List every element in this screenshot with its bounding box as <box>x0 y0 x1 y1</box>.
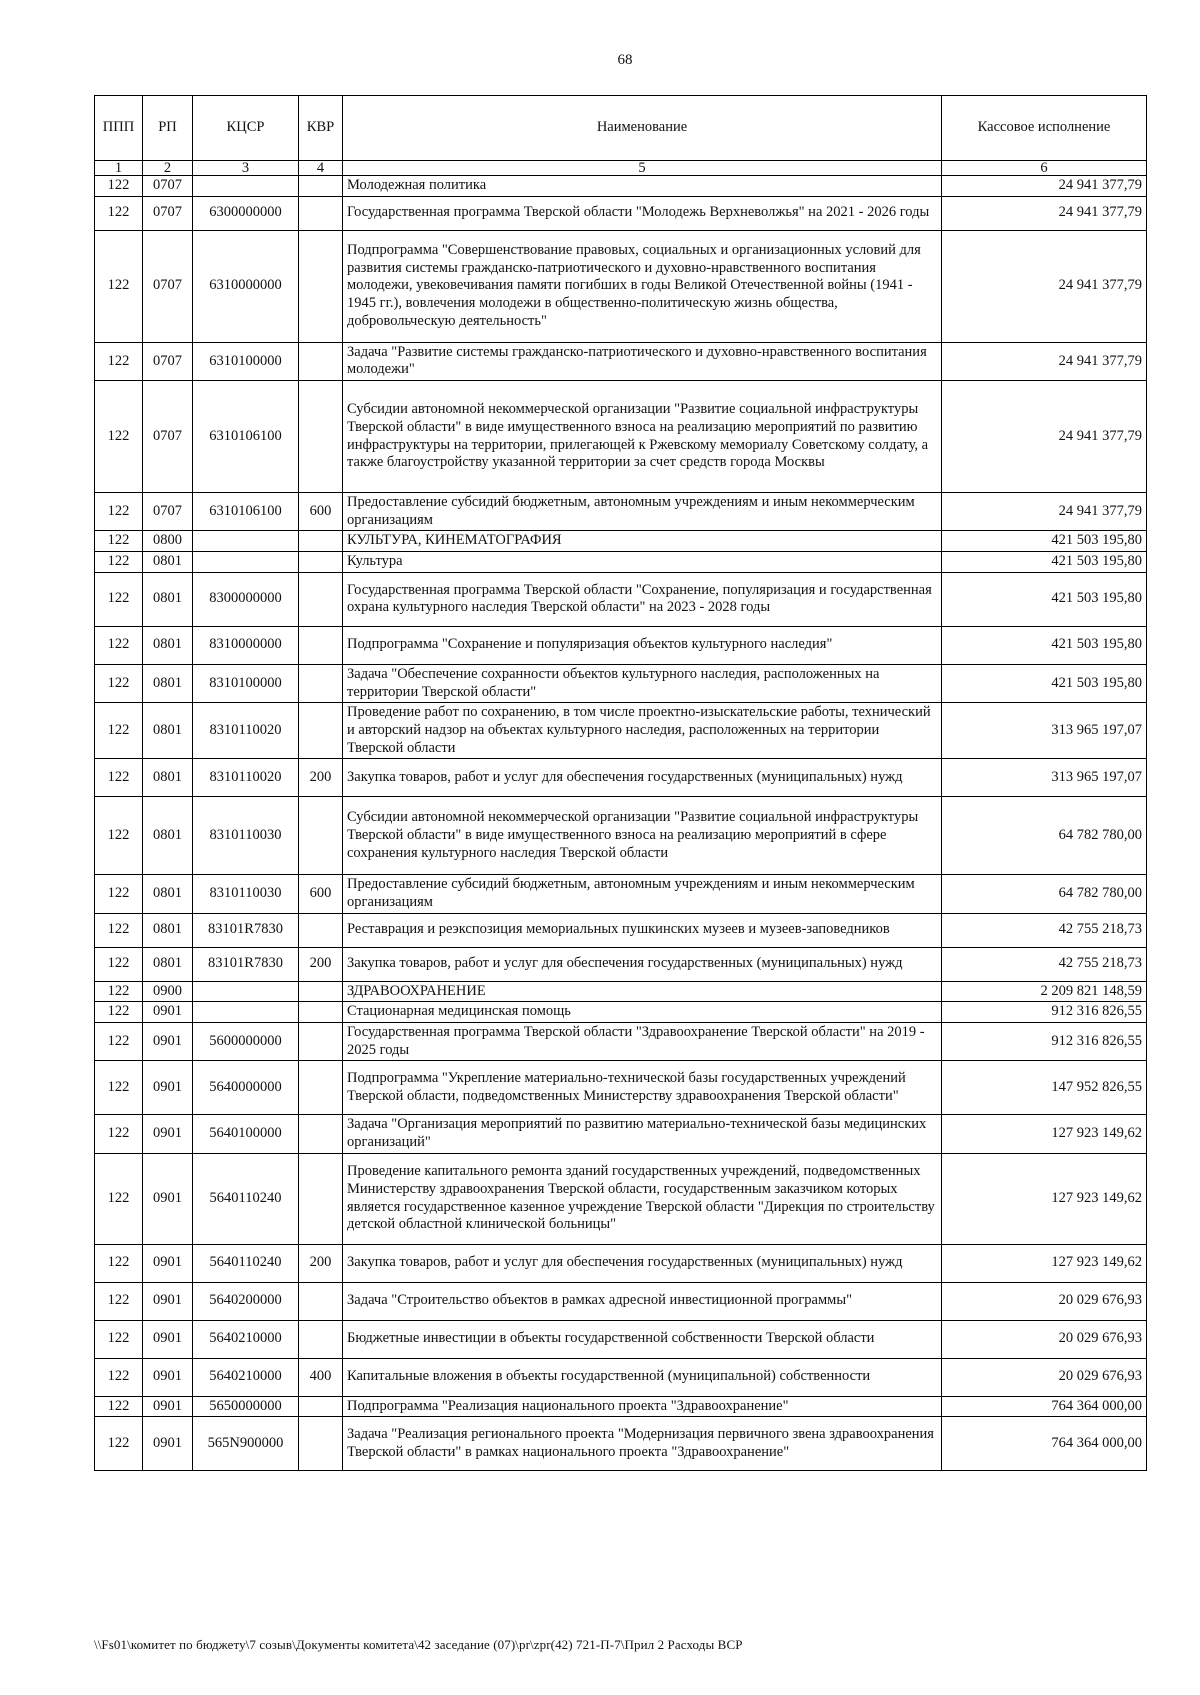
kcsr-cell: 5640200000 <box>193 1282 299 1320</box>
amount-cell: 24 941 377,79 <box>942 381 1147 493</box>
rp-cell: 0801 <box>143 759 193 797</box>
amount-cell: 20 029 676,93 <box>942 1282 1147 1320</box>
amount-cell: 24 941 377,79 <box>942 493 1147 531</box>
kvr-cell <box>299 176 343 197</box>
name-cell: Закупка товаров, работ и услуг для обеспечения государственных (муниципальных) нужд <box>343 1244 942 1282</box>
table-row <box>95 1115 1147 1153</box>
table-row <box>95 572 1147 626</box>
rp-cell: 0901 <box>143 1320 193 1358</box>
kcsr-cell: 8310110020 <box>193 759 299 797</box>
rp-cell: 0801 <box>143 875 193 913</box>
table-row <box>95 493 1147 531</box>
kcsr-cell: 6310100000 <box>193 342 299 380</box>
table-row <box>95 342 1147 380</box>
kcsr-cell: 5640110240 <box>193 1244 299 1282</box>
ppp-cell: 122 <box>95 1417 143 1471</box>
kcsr-cell: 8310110020 <box>193 703 299 759</box>
column-header-kvr: КВР <box>299 96 343 161</box>
kvr-cell <box>299 1153 343 1244</box>
name-cell: Государственная программа Тверской области "Молодежь Верхневолжья" на 2021 - 2026 годы <box>343 196 942 230</box>
amount-cell: 912 316 826,55 <box>942 1023 1147 1061</box>
amount-cell: 313 965 197,07 <box>942 703 1147 759</box>
amount-cell: 24 941 377,79 <box>942 176 1147 197</box>
table-row <box>95 703 1147 759</box>
ppp-cell: 122 <box>95 664 143 702</box>
rp-cell: 0801 <box>143 947 193 981</box>
ppp-cell: 122 <box>95 196 143 230</box>
table-row <box>95 875 1147 913</box>
column-number: 1 <box>95 161 143 176</box>
rp-cell: 0707 <box>143 342 193 380</box>
kcsr-cell <box>193 176 299 197</box>
rp-cell: 0801 <box>143 913 193 947</box>
amount-cell: 127 923 149,62 <box>942 1153 1147 1244</box>
name-cell: Молодежная политика <box>343 176 942 197</box>
amount-cell: 764 364 000,00 <box>942 1396 1147 1417</box>
rp-cell: 0801 <box>143 552 193 573</box>
table-row <box>95 1061 1147 1115</box>
kvr-cell: 600 <box>299 875 343 913</box>
rp-cell: 0707 <box>143 196 193 230</box>
kvr-cell <box>299 572 343 626</box>
kcsr-cell: 5640000000 <box>193 1061 299 1115</box>
kvr-cell <box>299 381 343 493</box>
rp-cell: 0901 <box>143 1244 193 1282</box>
amount-cell: 147 952 826,55 <box>942 1061 1147 1115</box>
table-body <box>95 176 1147 1471</box>
kvr-cell <box>299 196 343 230</box>
column-number: 3 <box>193 161 299 176</box>
kcsr-cell: 6300000000 <box>193 196 299 230</box>
amount-cell: 64 782 780,00 <box>942 797 1147 875</box>
amount-cell: 2 209 821 148,59 <box>942 981 1147 1002</box>
ppp-cell: 122 <box>95 552 143 573</box>
ppp-cell: 122 <box>95 1153 143 1244</box>
name-cell: Субсидии автономной некоммерческой организации "Развитие социальной инфраструктуры Тверской области" в виде имущественного взноса на реализацию мероприятий по развитию инфраструктуры на территории, прилегающей к Ржевскому мемориалу Советскому солдату, а также благоустройству указанной территории за счет средств города Москвы <box>343 381 942 493</box>
kcsr-cell: 5600000000 <box>193 1023 299 1061</box>
amount-cell: 421 503 195,80 <box>942 626 1147 664</box>
column-number: 5 <box>343 161 942 176</box>
ppp-cell: 122 <box>95 1061 143 1115</box>
name-cell: Подпрограмма "Реализация национального проекта "Здравоохранение" <box>343 1396 942 1417</box>
rp-cell: 0901 <box>143 1358 193 1396</box>
amount-cell: 313 965 197,07 <box>942 759 1147 797</box>
ppp-cell: 122 <box>95 1244 143 1282</box>
kvr-cell <box>299 797 343 875</box>
kcsr-cell: 5640210000 <box>193 1358 299 1396</box>
amount-cell: 20 029 676,93 <box>942 1358 1147 1396</box>
name-cell: Задача "Организация мероприятий по развитию материально-технической базы медицинских организаций" <box>343 1115 942 1153</box>
amount-cell: 64 782 780,00 <box>942 875 1147 913</box>
name-cell: Субсидии автономной некоммерческой организации "Развитие социальной инфраструктуры Тверской области" в виде имущественного взноса на реализацию мероприятий в сфере сохранения культурного наследия Тверской области <box>343 797 942 875</box>
kvr-cell <box>299 981 343 1002</box>
ppp-cell: 122 <box>95 1282 143 1320</box>
expenditure-table <box>94 95 1147 1471</box>
table-row <box>95 1244 1147 1282</box>
ppp-cell: 122 <box>95 875 143 913</box>
name-cell: ЗДРАВООХРАНЕНИЕ <box>343 981 942 1002</box>
name-cell: Культура <box>343 552 942 573</box>
name-cell: Проведение работ по сохранению, в том числе проектно-изыскательские работы, технический и авторский надзор на объектах культурного наследия, расположенных на территории Тверской области <box>343 703 942 759</box>
kcsr-cell: 5640100000 <box>193 1115 299 1153</box>
kvr-cell <box>299 913 343 947</box>
kvr-cell: 200 <box>299 759 343 797</box>
kcsr-cell: 6310106100 <box>193 381 299 493</box>
rp-cell: 0801 <box>143 572 193 626</box>
table-row <box>95 1396 1147 1417</box>
table-row <box>95 759 1147 797</box>
table-row <box>95 176 1147 197</box>
rp-cell: 0901 <box>143 1396 193 1417</box>
table-row <box>95 552 1147 573</box>
page-number: 68 <box>617 52 633 68</box>
rp-cell: 0901 <box>143 1282 193 1320</box>
amount-cell: 421 503 195,80 <box>942 552 1147 573</box>
kvr-cell <box>299 1320 343 1358</box>
kcsr-cell <box>193 531 299 552</box>
name-cell: Бюджетные инвестиции в объекты государственной собственности Тверской области <box>343 1320 942 1358</box>
amount-cell: 42 755 218,73 <box>942 913 1147 947</box>
column-header-ppp: ППП <box>95 96 143 161</box>
name-cell: Закупка товаров, работ и услуг для обеспечения государственных (муниципальных) нужд <box>343 759 942 797</box>
table-row <box>95 230 1147 342</box>
rp-cell: 0801 <box>143 664 193 702</box>
table-row <box>95 947 1147 981</box>
table-row <box>95 1023 1147 1061</box>
kcsr-cell: 8300000000 <box>193 572 299 626</box>
rp-cell: 0901 <box>143 1002 193 1023</box>
kcsr-cell: 5650000000 <box>193 1396 299 1417</box>
amount-cell: 20 029 676,93 <box>942 1320 1147 1358</box>
amount-cell: 42 755 218,73 <box>942 947 1147 981</box>
name-cell: Капитальные вложения в объекты государственной (муниципальной) собственности <box>343 1358 942 1396</box>
kcsr-cell: 8310100000 <box>193 664 299 702</box>
kcsr-cell: 6310000000 <box>193 230 299 342</box>
ppp-cell: 122 <box>95 230 143 342</box>
rp-cell: 0707 <box>143 176 193 197</box>
amount-cell: 24 941 377,79 <box>942 342 1147 380</box>
column-number-row <box>95 161 1147 176</box>
kcsr-cell: 83101R7830 <box>193 913 299 947</box>
kcsr-cell: 8310110030 <box>193 797 299 875</box>
table-row <box>95 531 1147 552</box>
rp-cell: 0707 <box>143 493 193 531</box>
table-row <box>95 381 1147 493</box>
amount-cell: 127 923 149,62 <box>942 1244 1147 1282</box>
footer-file-path: \\Fs01\комитет по бюджету\7 созыв\Документы комитета\42 заседание (07)\pr\zpr(42) 721-П-7\Прил 2 Расходы ВСР <box>94 1637 743 1652</box>
rp-cell: 0901 <box>143 1115 193 1153</box>
ppp-cell: 122 <box>95 703 143 759</box>
column-number: 2 <box>143 161 193 176</box>
column-header-kcsr: КЦСР <box>193 96 299 161</box>
rp-cell: 0801 <box>143 626 193 664</box>
kcsr-cell: 5640210000 <box>193 1320 299 1358</box>
amount-cell: 764 364 000,00 <box>942 1417 1147 1471</box>
kvr-cell <box>299 1023 343 1061</box>
kcsr-cell <box>193 552 299 573</box>
ppp-cell: 122 <box>95 1115 143 1153</box>
ppp-cell: 122 <box>95 381 143 493</box>
ppp-cell: 122 <box>95 342 143 380</box>
table-row <box>95 1153 1147 1244</box>
rp-cell: 0901 <box>143 1153 193 1244</box>
amount-cell: 24 941 377,79 <box>942 230 1147 342</box>
amount-cell: 912 316 826,55 <box>942 1002 1147 1023</box>
name-cell: Подпрограмма "Совершенствование правовых, социальных и организационных условий для развития системы гражданско-патриотического и духовно-нравственного воспитания молодежи, увековечивания памяти погибших в годы Великой Отечественной войны (1941 - 1945 гг.), вовлечения молодежи в общественно-политическую жизнь общества, добровольческую деятельность" <box>343 230 942 342</box>
column-number: 4 <box>299 161 343 176</box>
name-cell: Проведение капитального ремонта зданий государственных учреждений, подведомственных Министерству здравоохранения Тверской области, государственным заказчиком которых является государственное казенное учреждение Тверской области "Дирекция по строительству детской областной клинической больницы" <box>343 1153 942 1244</box>
ppp-cell: 122 <box>95 531 143 552</box>
kvr-cell <box>299 552 343 573</box>
name-cell: Задача "Развитие системы гражданско-патриотического и духовно-нравственного воспитания молодежи" <box>343 342 942 380</box>
table-row <box>95 196 1147 230</box>
kcsr-cell: 83101R7830 <box>193 947 299 981</box>
ppp-cell: 122 <box>95 1396 143 1417</box>
rp-cell: 0900 <box>143 981 193 1002</box>
column-header-amount: Кассовое исполнение <box>942 96 1147 161</box>
rp-cell: 0901 <box>143 1417 193 1471</box>
table-row <box>95 1320 1147 1358</box>
table-row <box>95 1282 1147 1320</box>
name-cell: Стационарная медицинская помощь <box>343 1002 942 1023</box>
kvr-cell: 200 <box>299 1244 343 1282</box>
name-cell: Предоставление субсидий бюджетным, автономным учреждениям и иным некоммерческим организациям <box>343 875 942 913</box>
column-header-rp: РП <box>143 96 193 161</box>
kvr-cell <box>299 531 343 552</box>
column-number: 6 <box>942 161 1147 176</box>
kvr-cell <box>299 626 343 664</box>
table-row <box>95 1417 1147 1471</box>
rp-cell: 0707 <box>143 230 193 342</box>
ppp-cell: 122 <box>95 913 143 947</box>
kvr-cell <box>299 703 343 759</box>
kcsr-cell: 6310106100 <box>193 493 299 531</box>
amount-cell: 421 503 195,80 <box>942 664 1147 702</box>
amount-cell: 127 923 149,62 <box>942 1115 1147 1153</box>
rp-cell: 0707 <box>143 381 193 493</box>
kvr-cell <box>299 1061 343 1115</box>
rp-cell: 0800 <box>143 531 193 552</box>
ppp-cell: 122 <box>95 626 143 664</box>
table-row <box>95 1002 1147 1023</box>
amount-cell: 421 503 195,80 <box>942 531 1147 552</box>
ppp-cell: 122 <box>95 1002 143 1023</box>
name-cell: Закупка товаров, работ и услуг для обеспечения государственных (муниципальных) нужд <box>343 947 942 981</box>
name-cell: Реставрация и реэкспозиция мемориальных пушкинских музеев и музеев-заповедников <box>343 913 942 947</box>
name-cell: Подпрограмма "Сохранение и популяризация объектов культурного наследия" <box>343 626 942 664</box>
ppp-cell: 122 <box>95 493 143 531</box>
kcsr-cell: 8310110030 <box>193 875 299 913</box>
rp-cell: 0801 <box>143 797 193 875</box>
kvr-cell <box>299 1282 343 1320</box>
name-cell: Задача "Строительство объектов в рамках адресной инвестиционной программы" <box>343 1282 942 1320</box>
name-cell: КУЛЬТУРА, КИНЕМАТОГРАФИЯ <box>343 531 942 552</box>
name-cell: Государственная программа Тверской области "Сохранение, популяризация и государственная охрана культурного наследия Тверской области" на 2023 - 2028 годы <box>343 572 942 626</box>
rp-cell: 0901 <box>143 1023 193 1061</box>
kvr-cell: 400 <box>299 1358 343 1396</box>
ppp-cell: 122 <box>95 981 143 1002</box>
table-row <box>95 797 1147 875</box>
ppp-cell: 122 <box>95 797 143 875</box>
name-cell: Государственная программа Тверской области "Здравоохранение Тверской области" на 2019 - 2025 годы <box>343 1023 942 1061</box>
ppp-cell: 122 <box>95 176 143 197</box>
table-header-row <box>95 96 1147 161</box>
table-row <box>95 981 1147 1002</box>
kcsr-cell: 5640110240 <box>193 1153 299 1244</box>
kvr-cell <box>299 1417 343 1471</box>
ppp-cell: 122 <box>95 1358 143 1396</box>
kvr-cell <box>299 1115 343 1153</box>
kvr-cell <box>299 342 343 380</box>
ppp-cell: 122 <box>95 759 143 797</box>
kvr-cell: 600 <box>299 493 343 531</box>
name-cell: Задача "Реализация регионального проекта "Модернизация первичного звена здравоохранения Тверской области" в рамках национального проекта "Здравоохранение" <box>343 1417 942 1471</box>
name-cell: Предоставление субсидий бюджетным, автономным учреждениям и иным некоммерческим организациям <box>343 493 942 531</box>
kvr-cell <box>299 664 343 702</box>
ppp-cell: 122 <box>95 1320 143 1358</box>
table-row <box>95 1358 1147 1396</box>
table-row <box>95 626 1147 664</box>
kcsr-cell <box>193 1002 299 1023</box>
kvr-cell <box>299 1002 343 1023</box>
kvr-cell <box>299 230 343 342</box>
name-cell: Задача "Обеспечение сохранности объектов культурного наследия, расположенных на территории Тверской области" <box>343 664 942 702</box>
amount-cell: 421 503 195,80 <box>942 572 1147 626</box>
rp-cell: 0801 <box>143 703 193 759</box>
amount-cell: 24 941 377,79 <box>942 196 1147 230</box>
kcsr-cell <box>193 981 299 1002</box>
rp-cell: 0901 <box>143 1061 193 1115</box>
table-row <box>95 664 1147 702</box>
name-cell: Подпрограмма "Укрепление материально-технической базы государственных учреждений Тверской области, подведомственных Министерству здравоохранения Тверской области" <box>343 1061 942 1115</box>
ppp-cell: 122 <box>95 1023 143 1061</box>
ppp-cell: 122 <box>95 947 143 981</box>
column-header-name: Наименование <box>343 96 942 161</box>
kcsr-cell: 8310000000 <box>193 626 299 664</box>
kvr-cell <box>299 1396 343 1417</box>
kcsr-cell: 565N900000 <box>193 1417 299 1471</box>
table-row <box>95 913 1147 947</box>
ppp-cell: 122 <box>95 572 143 626</box>
kvr-cell: 200 <box>299 947 343 981</box>
